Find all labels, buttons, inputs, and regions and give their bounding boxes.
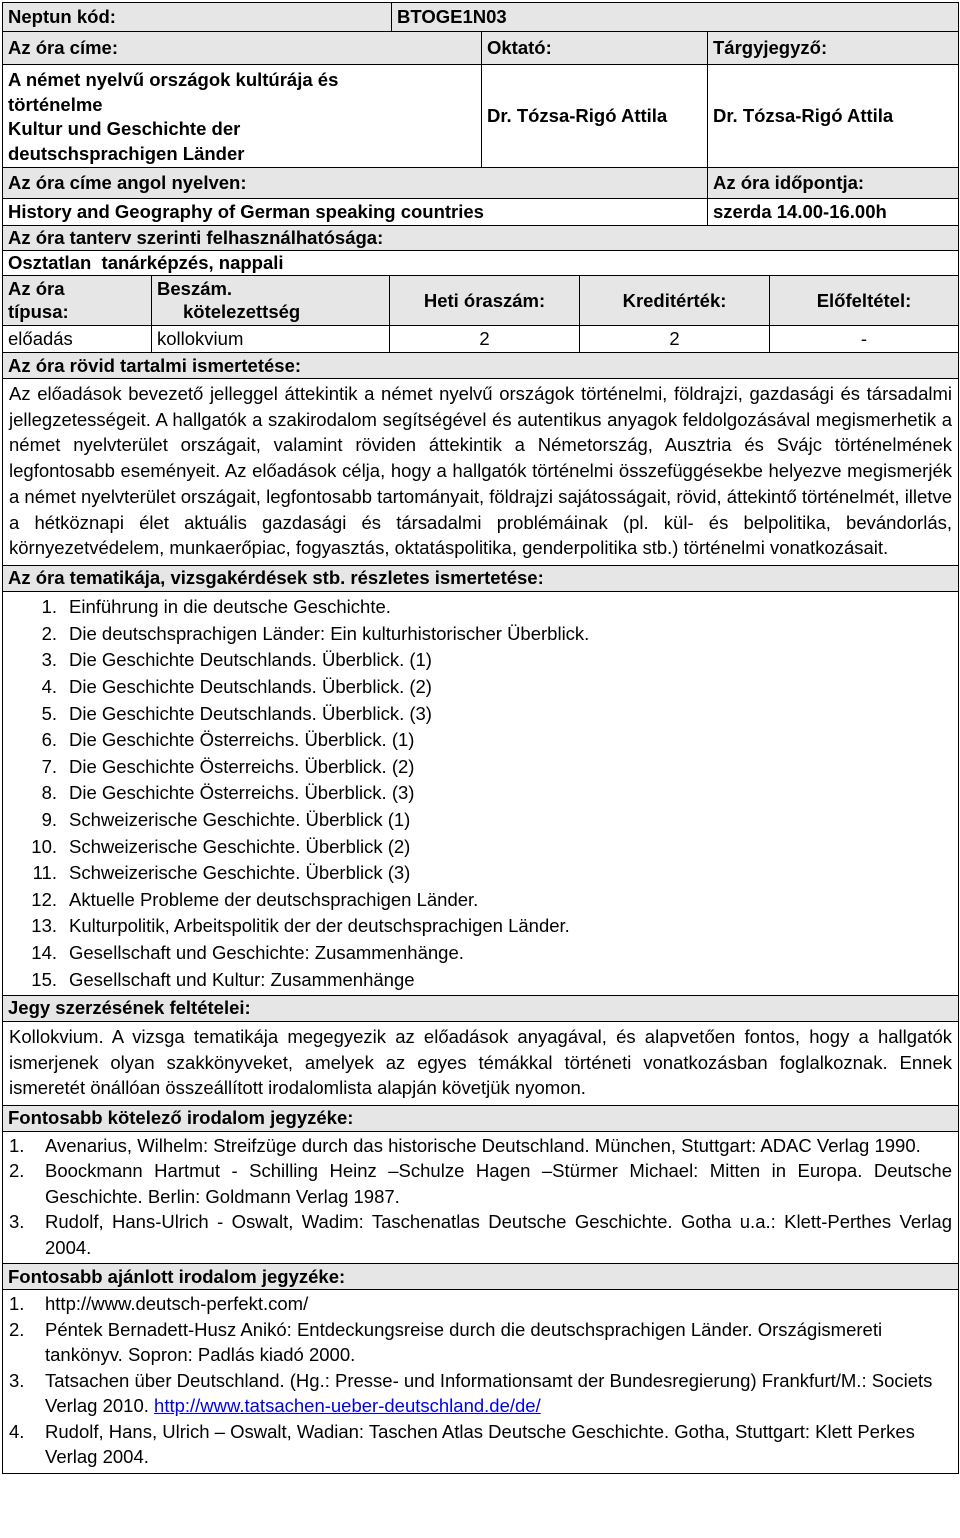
registrar-label: Tárgyjegyző: bbox=[707, 32, 958, 64]
english-title-label: Az óra címe angol nyelven: bbox=[8, 172, 247, 193]
recommended-item: 4. Rudolf, Hans, Ulrich – Oswalt, Wadian: Taschen Atlas Deutsche Geschichte. Gotha, Stuttgart: Klett Perkes Verlag 2004. bbox=[9, 1420, 915, 1468]
recommended-item: 2. Péntek Bernadett-Husz Anikó: Entdeckungsreise durch die deutschsprachigen Länder. Országismereti tankönyv. Sopron: Padlás kiadó 2000. bbox=[9, 1318, 883, 1366]
topics-label-row bbox=[3, 566, 958, 592]
required-literature-list bbox=[3, 1132, 958, 1264]
header-row bbox=[3, 32, 958, 65]
required-item: 3. Rudolf, Hans-Ulrich - Oswalt, Wadim: Taschenatlas Deutsche Geschichte. Gotha u.a.: Klett-Perthes Verlag 2004. bbox=[9, 1211, 952, 1258]
recommended-item: 1. http://www.deutsch-perfekt.com/ bbox=[9, 1293, 309, 1315]
recommended-item-text: Tatsachen über Deutschland. (Hg.: Presse- und Informationsamt der Bundesregierung) Frankfurt/M.: Societs Verlag 2010. bbox=[45, 1369, 933, 1417]
instructor-label: Oktató: bbox=[481, 32, 707, 64]
topic-item: 9. Schweizerische Geschichte. Überblick (1) bbox=[41, 808, 411, 830]
recommended-literature-list bbox=[3, 1290, 958, 1473]
summary-row bbox=[3, 379, 958, 566]
credit-value: 2 bbox=[579, 326, 769, 352]
summary-label-row bbox=[3, 353, 958, 379]
topics-label: Az óra tematikája, vizsgakérdések stb. részletes ismertetése: bbox=[8, 567, 544, 589]
topic-item: 10. Schweizerische Geschichte. Überblick (2) bbox=[31, 835, 411, 857]
usability-label-row bbox=[3, 226, 958, 251]
recommended-item: 3. Tatsachen über Deutschland. (Hg.: Presse- und Informationsamt der Bundesregierung) Frankfurt/M.: Societs Verlag 2010. http://www.tatsachen-ueber-deutschland.de/de/ bbox=[9, 1369, 933, 1417]
course-title-de-line1: Kultur und Geschichte der bbox=[8, 118, 241, 139]
tatsachen-link[interactable]: http://www.tatsachen-ueber-deutschland.de/de/ bbox=[154, 1395, 541, 1417]
required-item: 1. Avenarius, Wilhelm: Streifzüge durch das historische Deutschland. München, Stuttgart: ADAC Verlag 1990. bbox=[9, 1134, 921, 1156]
topic-item: 3. Die Geschichte Deutschlands. Überblick. (1) bbox=[41, 649, 432, 671]
hours-value: 2 bbox=[389, 326, 579, 352]
registrar-name: Dr. Tózsa-Rigó Attila bbox=[707, 65, 958, 167]
obligation-label-line2: kötelezettség bbox=[183, 301, 301, 322]
topic-item: 1. Einführung in die deutsche Geschichte. bbox=[41, 596, 391, 618]
recommended-label-row bbox=[3, 1264, 958, 1290]
time-value: szerda 14.00-16.00h bbox=[707, 199, 958, 225]
course-title-hu-line1: A német nyelvű országok kultúrája és bbox=[8, 69, 339, 90]
prereq-label: Előfeltétel: bbox=[769, 276, 958, 325]
usability-label: Az óra tanterv szerinti felhasználhatósága: bbox=[8, 227, 384, 248]
grading-row bbox=[3, 1022, 958, 1106]
topic-item: 5. Die Geschichte Deutschlands. Überblick. (3) bbox=[41, 702, 432, 724]
time-label: Az óra időpontja: bbox=[707, 168, 958, 198]
english-title-label-row bbox=[3, 168, 958, 199]
course-title-de-line2: deutschsprachigen Länder bbox=[8, 142, 245, 164]
summary-label: Az óra rövid tartalmi ismertetése: bbox=[8, 354, 302, 376]
neptun-code: BTOGE1N03 bbox=[391, 3, 958, 31]
course-syllabus bbox=[2, 2, 959, 1474]
title-label: Az óra címe: bbox=[8, 37, 119, 58]
usability-row bbox=[3, 251, 958, 276]
hours-label: Heti óraszám: bbox=[389, 276, 579, 325]
required-item: 2. Boockmann Hartmut - Schilling Heinz –Schulze Hagen –Stürmer Michael: Mitten in Europa. Deutsche Geschichte. Berlin: Goldmann Verlag 1987. bbox=[9, 1160, 952, 1207]
topic-item: 13. Kulturpolitik, Arbeitspolitik der der deutschsprachigen Länder. bbox=[31, 915, 570, 937]
type-label-line2: típusa: bbox=[8, 301, 69, 322]
summary-text: Az előadások bevezető jelleggel áttekintik a német nyelvű országok történelmi, földrajzi, gazdasági és társadalmi jellegzetességeit. A hallgatók a szakirodalom segítségével és autentikus anyagok feldolgozásával megismerhetik a német nyelvterület országait, valamint röviden áttekintik a Németország, Ausztria és Svájc történelmének legfontosabb eseményeit. Az előadások célja, hogy a hallgatók történelmi összefüggésekbe helyezve megismerjék a német nyelvterület országait, legfontosabb tartományait, földrajzi sajátosságait, rövid, áttekintő történelmét, illetve a hétköznapi élet aktuális gazdasági és társadalmi problémáinak (pl. kül- és belpolitika, bevándorlás, környezetvédelem, munkaerőpiac, fogyasztás, oktatáspolitika, genderpolitika stb.) történelmi vonatkozásait. bbox=[9, 383, 952, 559]
neptun-label: Neptun kód: bbox=[8, 6, 116, 27]
topic-item: 12. Aktuelle Probleme der deutschsprachigen Länder. bbox=[31, 888, 479, 910]
topic-item: 4. Die Geschichte Deutschlands. Überblick. (2) bbox=[41, 676, 432, 697]
course-title-hu-line2: történelme bbox=[8, 93, 103, 115]
topics-list bbox=[3, 592, 958, 995]
topic-item: 8. Die Geschichte Österreichs. Überblick. (3) bbox=[41, 782, 415, 804]
details-header-row bbox=[3, 276, 958, 326]
instructor-name: Dr. Tózsa-Rigó Attila bbox=[481, 65, 707, 167]
recommended-literature-row bbox=[3, 1290, 958, 1473]
obligation-label-line1: Beszám. bbox=[157, 278, 233, 299]
prereq-value: - bbox=[769, 326, 958, 352]
topic-item: 11. Schweizerische Geschichte. Überblick (3) bbox=[32, 862, 411, 884]
english-title-row bbox=[3, 199, 958, 226]
neptun-row bbox=[3, 3, 958, 32]
topics-row bbox=[3, 592, 958, 996]
topic-item: 2. Die deutschsprachigen Länder: Ein kulturhistorischer Überblick. bbox=[41, 622, 590, 644]
type-label-line1: Az óra bbox=[8, 278, 65, 299]
topic-item: 14. Gesellschaft und Geschichte: Zusammenhänge. bbox=[31, 941, 464, 963]
recommended-literature-label: Fontosabb ajánlott irodalom jegyzéke: bbox=[8, 1265, 346, 1287]
required-literature-row bbox=[3, 1132, 958, 1265]
grading-label: Jegy szerzésének feltételei: bbox=[8, 997, 251, 1019]
topic-item: 15. Gesellschaft und Kultur: Zusammenhänge bbox=[31, 968, 415, 990]
topic-item: 7. Die Geschichte Österreichs. Überblick. (2) bbox=[41, 755, 415, 777]
details-row bbox=[3, 326, 958, 353]
course-title-row bbox=[3, 65, 958, 168]
required-literature-label: Fontosabb kötelező irodalom jegyzéke: bbox=[8, 1107, 354, 1129]
type-value: előadás bbox=[8, 328, 73, 349]
topic-item: 6. Die Geschichte Österreichs. Überblick. (1) bbox=[41, 729, 415, 751]
obligation-value: kollokvium bbox=[151, 326, 389, 352]
required-label-row bbox=[3, 1106, 958, 1132]
english-title: History and Geography of German speaking countries bbox=[8, 201, 484, 222]
usability-value: Osztatlan tanárképzés, nappali bbox=[8, 252, 284, 273]
grading-text: Kollokvium. A vizsga tematikája megegyezik az előadások anyagával, és alapvetően fontos, hogy a hallgatók ismerjenek olyan szakkönyveket, amelyek az egyes témákkal történeti vonatkozásban foglalkoznak. Ennek ismeretét önállóan összeállított irodalomlista alapján követjük nyomon. bbox=[9, 1025, 952, 1099]
grading-label-row bbox=[3, 996, 958, 1022]
credit-label: Kreditérték: bbox=[579, 276, 769, 325]
